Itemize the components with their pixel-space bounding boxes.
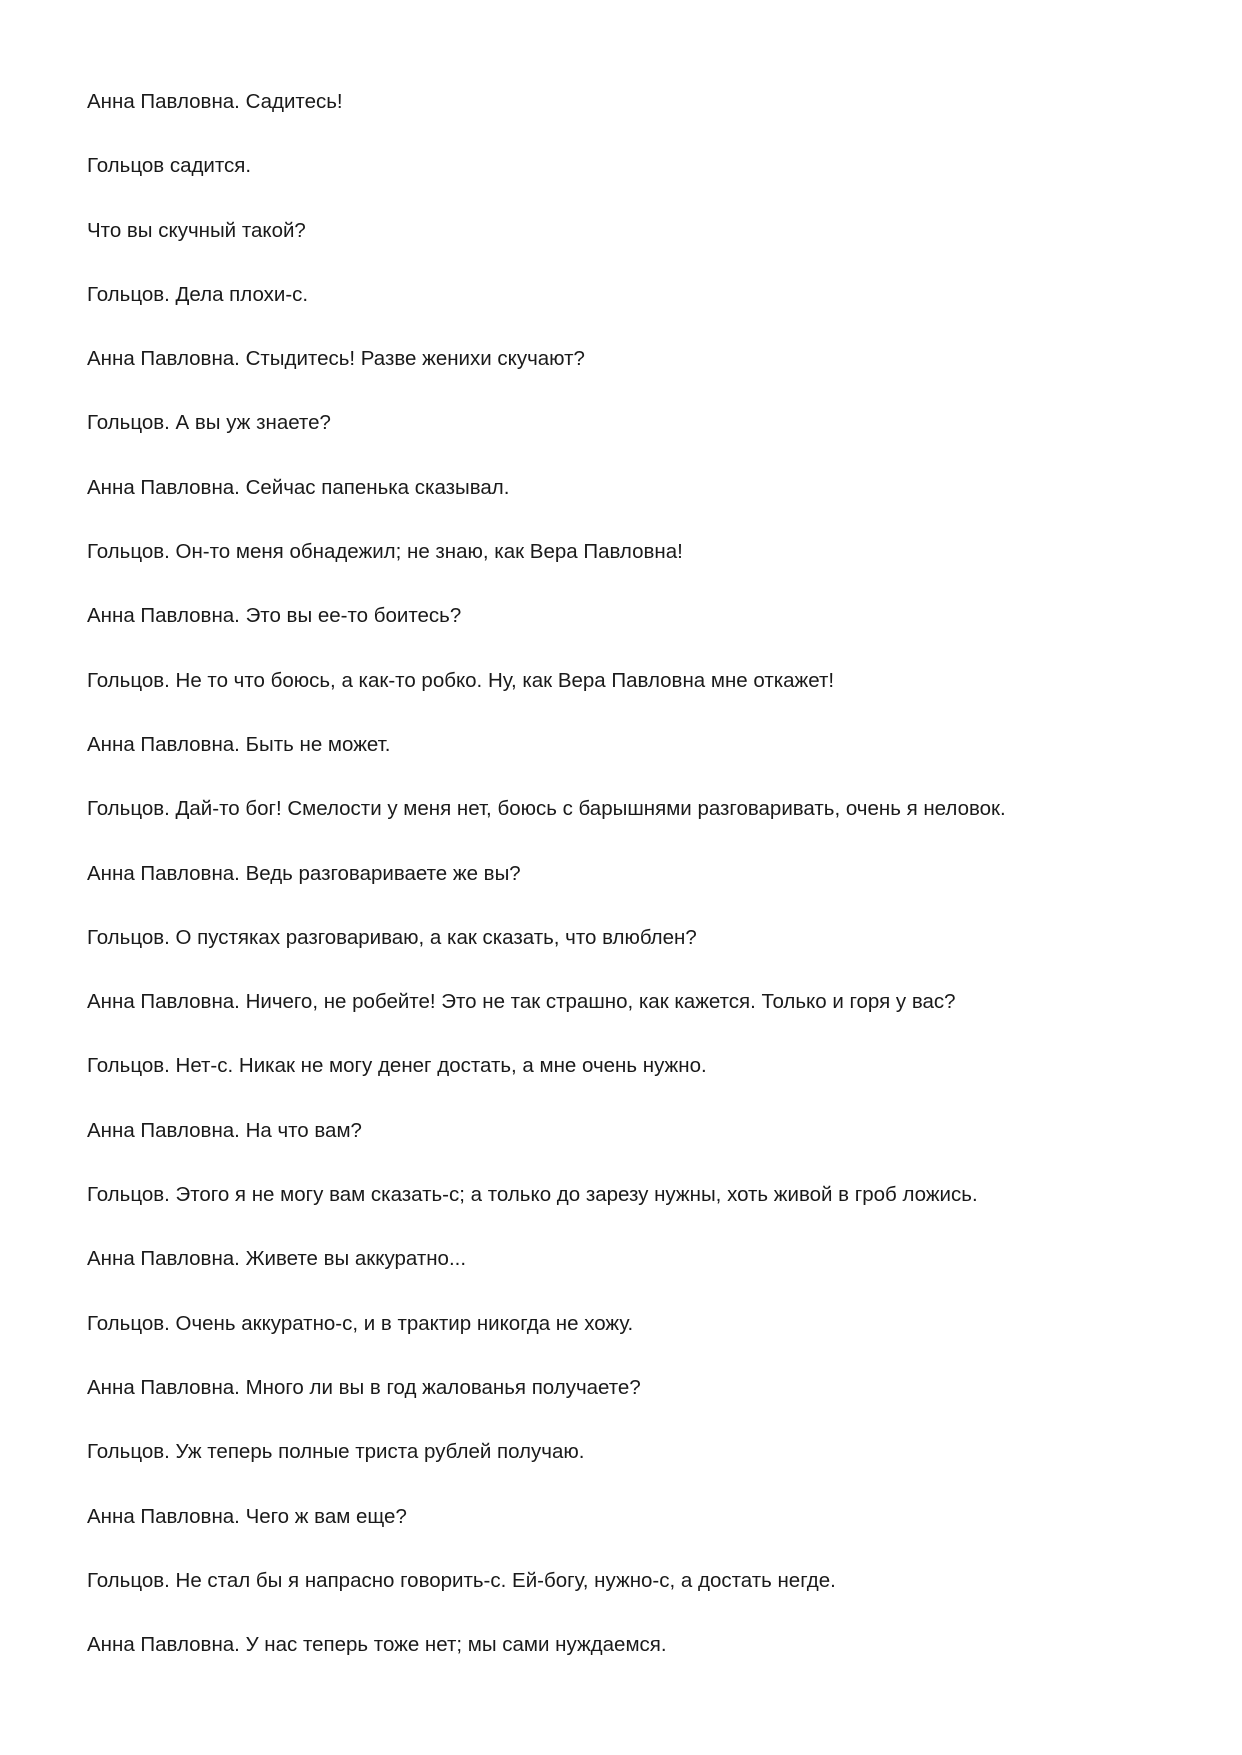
text-line: Анна Павловна. Ничего, не робейте! Это не так страшно, как кажется. Только и горя у вас? <box>87 990 956 1014</box>
text-line: Анна Павловна. Садитесь! <box>87 90 343 113</box>
text-line: Гольцов. Дела плохи-с. <box>87 282 309 306</box>
text-line: Гольцов. Нет-с. Никак не могу денег достать, а мне очень нужно. <box>87 1054 707 1078</box>
text-line: Анна Павловна. На что вам? <box>87 1118 362 1142</box>
text-line: Гольцов. А вы уж знаете? <box>87 411 331 435</box>
text-line: Анна Павловна. Стыдитесь! Разве женихи скучают? <box>87 347 585 371</box>
text-line: Анна Павловна. Это вы ее-то боитесь? <box>87 604 462 628</box>
text-line: Что вы скучный такой? <box>87 218 306 242</box>
text-line: Анна Павловна. Живете вы аккуратно... <box>87 1247 467 1271</box>
text-line: Анна Павловна. Много ли вы в год жалованья получаете? <box>87 1375 641 1399</box>
text-line: Гольцов. Не стал бы я напрасно говорить-с. Ей-богу, нужно-с, а достать негде. <box>87 1568 836 1592</box>
stage-direction-line: Гольцов садится. <box>87 154 252 178</box>
text-line: Гольцов. О пустяках разговариваю, а как сказать, что влюблен? <box>87 925 697 949</box>
text-line: Анна Павловна. Ведь разговариваете же вы? <box>87 861 521 885</box>
text-line: Анна Павловна. Чего ж вам еще? <box>87 1504 407 1528</box>
dialogue-text <box>87 85 1187 1692</box>
text-line: Анна Павловна. У нас теперь тоже нет; мы сами нуждаемся. <box>87 1633 667 1657</box>
text-line: Гольцов. Этого я не могу вам сказать-с; а только до зарезу нужны, хоть живой в гроб ложись. <box>87 1183 978 1207</box>
text-line: Анна Павловна. Быть не может. <box>87 732 391 756</box>
text-line: Анна Павловна. Сейчас папенька сказывал. <box>87 475 510 499</box>
text-line: Гольцов. Он-то меня обнадежил; не знаю, как Вера Павловна! <box>87 540 683 564</box>
text-line: Гольцов. Дай-то бог! Смелости у меня нет, боюсь с барышнями разговаривать, очень я неловок. <box>87 797 1006 821</box>
text-line: Гольцов. Уж теперь полные триста рублей получаю. <box>87 1440 585 1464</box>
text-line: Гольцов. Очень аккуратно-с, и в трактир никогда не хожу. <box>87 1311 634 1335</box>
text-line: Гольцов. Не то что боюсь, а как-то робко. Ну, как Вера Павловна мне откажет! <box>87 668 835 692</box>
